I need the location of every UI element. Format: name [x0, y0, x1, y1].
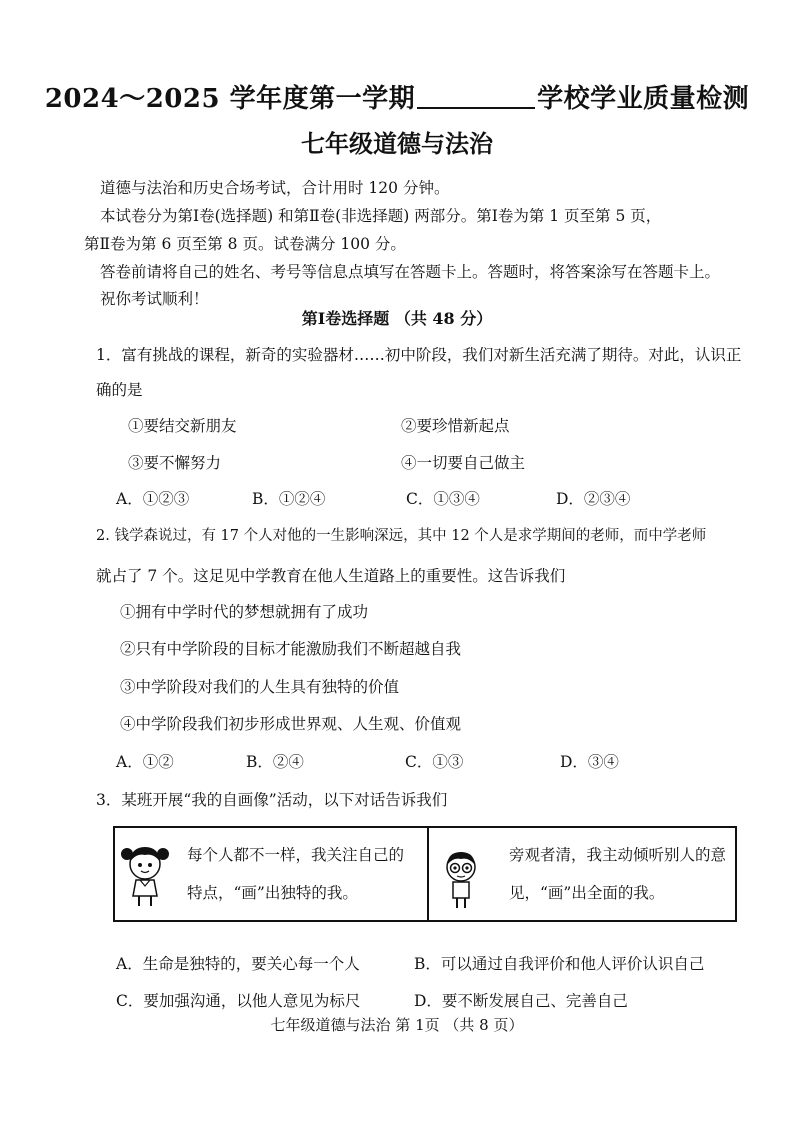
- q3-stem: 3．某班开展“我的自画像”活动，以下对话告诉我们: [96, 791, 448, 809]
- q1-item-1: ①要结交新朋友: [128, 417, 237, 435]
- girl-illustration: [121, 840, 169, 910]
- q2-item-2: ②只有中学阶段的目标才能激励我们不断超越自我: [120, 640, 462, 658]
- title-right: 学校学业质量检测: [537, 84, 750, 114]
- title-left: 2024～2025 学年度第一学期: [44, 84, 416, 114]
- girl-speech: 每个人都不一样，我关注自己的特点，“画”出独特的我。: [187, 846, 405, 902]
- q1-item-3: ③要不懈努力: [128, 454, 222, 472]
- q2-item-1: ①拥有中学时代的梦想就拥有了成功: [120, 603, 369, 621]
- q2-choice-a[interactable]: A．①②: [116, 753, 174, 771]
- intro-line-2: 本试卷分为第Ⅰ卷(选择题) 和第Ⅱ卷(非选择题) 两部分。第Ⅰ卷为第 1 页至第 5 页，: [100, 207, 662, 225]
- subject-title: 七年级道德与法治: [301, 129, 493, 158]
- page-footer: 七年级道德与法治 第 1页 （共 8 页）: [270, 1016, 524, 1034]
- q1-choice-b[interactable]: B．①②④: [252, 490, 326, 508]
- q1-choice-d[interactable]: D．②③④: [556, 490, 631, 508]
- boy-illustration: [441, 848, 481, 910]
- q2-choice-c[interactable]: C．①③: [405, 753, 464, 771]
- q1-stem-line-1: 1．富有挑战的课程，新奇的实验器材……初中阶段，我们对新生活充满了期待。对此，认识正: [96, 346, 742, 364]
- q3-choice-b[interactable]: B．可以通过自我评价和他人评价认识自己: [414, 955, 705, 973]
- exam-title: [0, 78, 794, 115]
- q2-item-3: ③中学阶段对我们的人生具有独特的价值: [120, 678, 400, 696]
- q3-choice-d[interactable]: D．要不断发展自己、完善自己: [414, 992, 628, 1010]
- boy-speech: 旁观者清，我主动倾听别人的意见，“画”出全面的我。: [509, 846, 727, 902]
- q2-item-4: ④中学阶段我们初步形成世界观、人生观、价值观: [120, 715, 462, 733]
- intro-line-1: 道德与法治和历史合场考试，合计用时 120 分钟。: [100, 179, 450, 197]
- q1-item-4: ④一切要自己做主: [401, 454, 526, 472]
- q2-stem-line-1: 2. 钱学森说过，有 17 个人对他的一生影响深远，其中 12 个人是求学期间的老师，而中学老师: [96, 528, 707, 544]
- dialog-divider: [427, 828, 429, 920]
- q2-choice-b[interactable]: B．②④: [246, 753, 304, 771]
- section-title: 第Ⅰ卷选择题 （共 48 分）: [301, 309, 493, 328]
- intro-line-3: 第Ⅱ卷为第 6 页至第 8 页。试卷满分 100 分。: [84, 235, 406, 253]
- q1-item-2: ②要珍惜新起点: [401, 417, 510, 435]
- q1-choice-a[interactable]: A．①②③: [116, 490, 190, 508]
- q2-stem-line-2: 就占了 7 个。这足见中学教育在他人生道路上的重要性。这告诉我们: [96, 567, 566, 585]
- dialog-box: [113, 826, 737, 922]
- intro-line-5: 祝你考试顺利！: [100, 290, 209, 308]
- school-name-blank: [417, 85, 535, 109]
- q3-choice-a[interactable]: A．生命是独特的，要关心每一个人: [116, 955, 360, 973]
- intro-line-4: 答卷前请将自己的姓名、考号等信息点填写在答题卡上。答题时，将答案涂写在答题卡上。: [100, 263, 721, 281]
- q1-choice-c[interactable]: C．①③④: [406, 490, 480, 508]
- q1-stem-line-2: 确的是: [96, 381, 143, 399]
- q3-choice-c[interactable]: C．要加强沟通，以他人意见为标尺: [116, 992, 361, 1010]
- q2-choice-d[interactable]: D．③④: [560, 753, 619, 771]
